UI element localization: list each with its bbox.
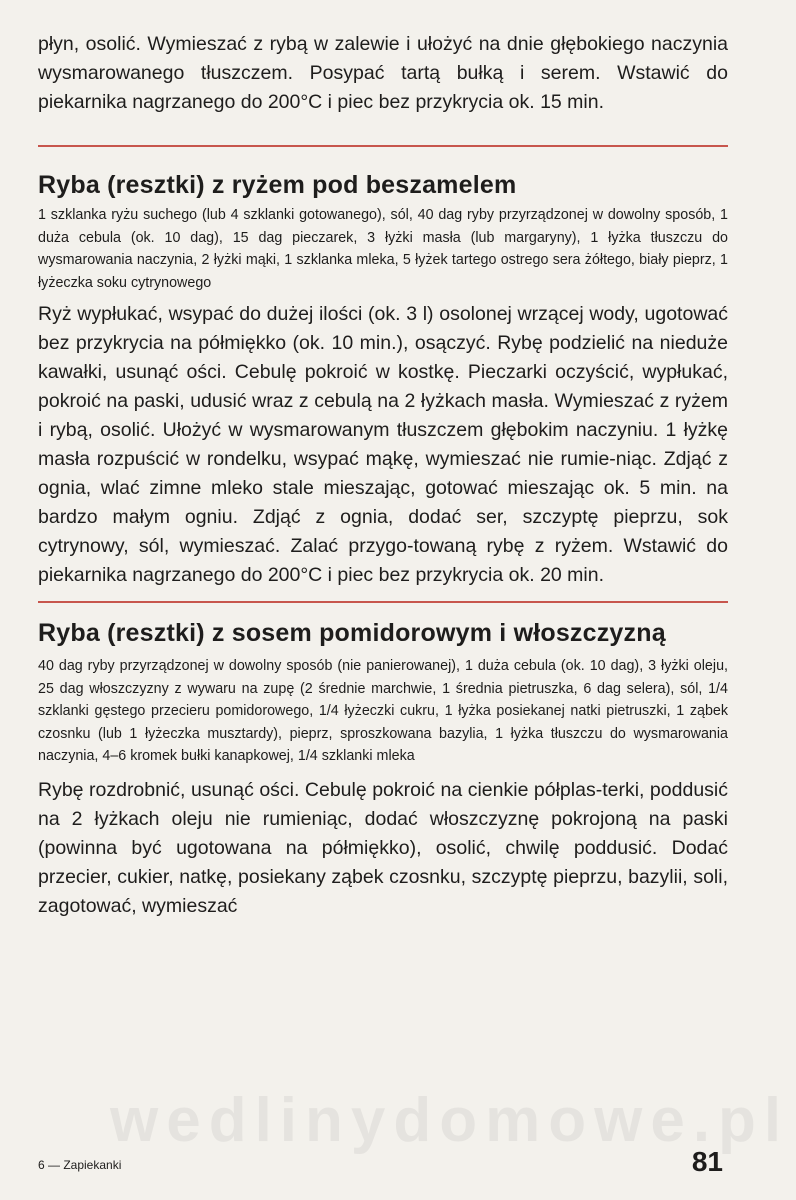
- recipe-ingredients: 40 dag ryby przyrządzonej w dowolny sposób (nie panierowanej), 1 duża cebula (ok. 10 dag), 3 łyżki oleju, 25 dag włoszczyzny z wywaru na zupę (2 średnie marchwie, 1 średnia pietruszka, 6 dag selera), sól, 1/4 szklanki gęstego przecieru pomidorowego, 1/4 łyżeczki cukru, 1 łyżka posiekanej natki pietruszki, 1 ząbek czosnku (lub 1 łyżeczka musztardy), pieprz, sproszkowana bazylia, 1 łyżka tłuszczu do wysmarowania naczynia, 4–6 kromek bułki kanapkowej, 1/4 szklanki mleka: [38, 658, 728, 764]
- recipe-title: Ryba (resztki) z ryżem pod beszamelem: [38, 171, 517, 199]
- page-content: [38, 30, 728, 921]
- intro-paragraph: płyn, osolić. Wymieszać z rybą w zalewie i ułożyć na dnie głębokiego naczynia wysmarowanego tłuszczem. Posypać tartą bułką i serem. Wstawić do piekarnika nagrzanego do 200°C i piec bez przykrycia ok. 15 min.: [38, 33, 728, 113]
- recipe-instructions: Ryż wypłukać, wsypać do dużej ilości (ok. 3 l) osolonej wrzącej wody, ugotować bez przykrycia na półmiękko (ok. 10 min.), osączyć. Rybę podzielić na nieduże kawałki, usunąć ości. Cebulę pokroić w kostkę. Pieczarki oczyścić, wypłukać, pokroić na paski, udusić wraz z cebulą na 2 łyżkach masła. Wymieszać z ryżem i rybą, osolić. Ułożyć w wysmarowanym tłuszczem głębokim naczyniu. 1 łyżkę masła rozpuścić w rondelku, wsypać mąkę, wymieszać nie rumie-niąc. Zdjąć z ognia, wlać zimne mleko stale mieszając, gotować mieszając ok. 5 min. na bardzo małym ogniu. Zdjąć z ognia, dodać ser, szczyptę pieprzu, sok cytrynowy, sól, wymieszać. Zalać przygo-towaną rybę z ryżem. Wstawić do piekarnika nagrzanego do 200°C i piec bez przykrycia ok. 20 min.: [38, 303, 728, 586]
- recipe-instructions: Rybę rozdrobnić, usunąć ości. Cebulę pokroić na cienkie półplas-terki, poddusić na 2 łyżkach oleju nie rumieniąc, dodać włoszczyznę pokrojoną na paski (powinna być ugotowana na półmiękko), osolić, chwilę poddusić. Dodać przecier, cukier, natkę, posiekany ząbek czosnku, szczyptę pieprzu, bazylii, soli, zagotować, wymieszać: [38, 778, 728, 917]
- page-number: 81: [691, 1146, 723, 1177]
- watermark: wedlinydomowe.pl: [110, 1086, 790, 1155]
- page-footer: [38, 1138, 723, 1178]
- recipe-ingredients: 1 szklanka ryżu suchego (lub 4 szklanki gotowanego), sól, 40 dag ryby przyrządzonej w dowolny sposób, 1 duża cebula (ok. 10 dag), 15 dag pieczarek, 3 łyżki masła (lub margaryny), 1 łyżka tłuszczu do wysmarowania naczynia, 2 łyżki mąki, 1 szklanka mleka, 5 łyżek tartego ostrego sera żółtego, biały pieprz, 1 łyżeczka soku cytrynowego: [38, 207, 728, 291]
- recipe-title: Ryba (resztki) z sosem pomidorowym i włoszczyzną: [38, 619, 666, 647]
- section-label: 6 — Zapiekanki: [38, 1158, 122, 1172]
